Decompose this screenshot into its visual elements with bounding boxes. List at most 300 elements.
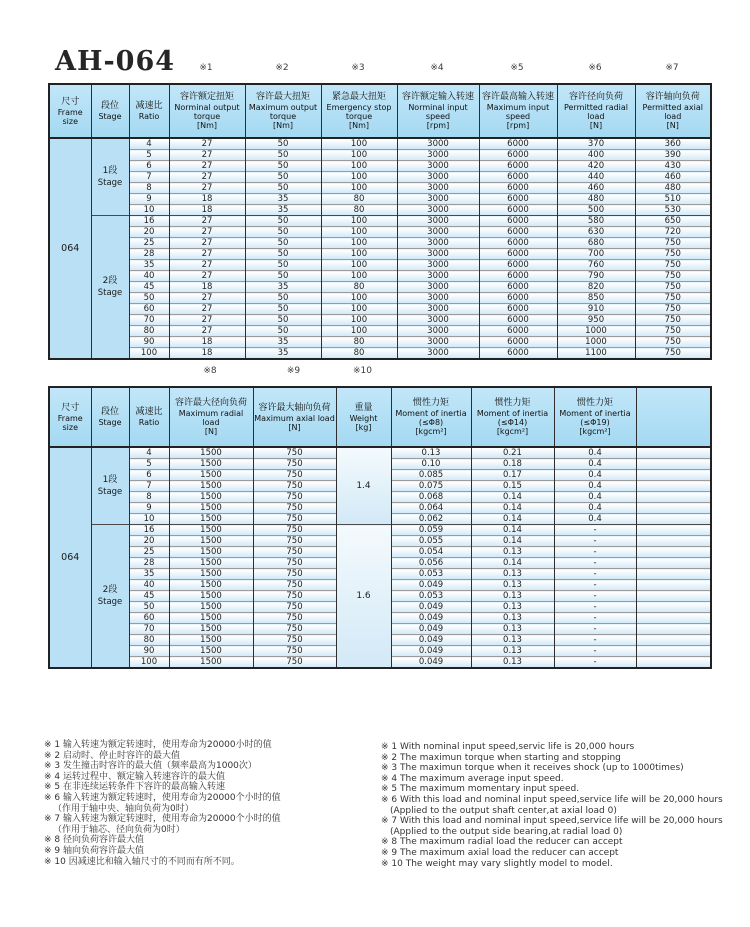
header-text-cn: 段位: [100, 407, 119, 417]
table-cell: [636, 624, 711, 635]
table-cell: 6000: [479, 150, 557, 161]
table-cell: 0.085: [391, 470, 471, 481]
table-cell: 390: [635, 150, 711, 161]
table-cell: 100: [321, 293, 397, 304]
ratio-cell: 40: [129, 271, 169, 282]
ratio-cell: 25: [129, 547, 169, 558]
table-cell: 1500: [169, 503, 253, 514]
table-cell: 500: [557, 205, 635, 216]
table-cell: 0.13: [471, 646, 554, 657]
table-cell: 100: [321, 304, 397, 315]
table-cell: 750: [253, 447, 336, 459]
table-cell: 27: [169, 161, 245, 172]
table-cell: 480: [557, 194, 635, 205]
table-cell: 50: [245, 315, 321, 326]
table-cell: 50: [245, 161, 321, 172]
ref-mark: ※8: [203, 366, 217, 376]
table-cell: 80: [321, 348, 397, 360]
footnote-line: ※ 6 输入转速为额定转速时，使用寿命为20000个小时的值: [44, 792, 281, 803]
table-cell: 0.13: [471, 602, 554, 613]
table-cell: 750: [635, 260, 711, 271]
header-text-cn: 容许最大轴向负荷: [258, 402, 331, 413]
table-cell: 1500: [169, 569, 253, 580]
table-cell: -: [554, 558, 636, 569]
table-cell: 510: [635, 194, 711, 205]
ref-spacer: [90, 365, 128, 378]
table-cell: 850: [557, 293, 635, 304]
table-cell: 50: [245, 304, 321, 315]
table-cell: 750: [253, 558, 336, 569]
header-text-cn: 惯性力矩: [494, 398, 531, 408]
table-cell: 100: [321, 315, 397, 326]
header-text-cn: 容许额定扭矩: [179, 92, 234, 102]
table-cell: 35: [245, 337, 321, 348]
table-cell: -: [554, 646, 636, 657]
table-cell: 35: [245, 348, 321, 360]
table-cell: 27: [169, 293, 245, 304]
ratio-cell: 25: [129, 238, 169, 249]
table-cell: [636, 591, 711, 602]
table-cell: 1500: [169, 481, 253, 492]
table-cell: 0.053: [391, 591, 471, 602]
ratio-cell: 80: [129, 326, 169, 337]
table-cell: [636, 635, 711, 646]
stage-cell: [91, 138, 129, 216]
table-cell: 0.21: [471, 447, 554, 459]
column-header: [91, 387, 129, 447]
header-text-en: Ratio: [138, 418, 160, 427]
footnote-line: ※ 1 With nominal input speed,servic life is 20,000 hours: [381, 742, 635, 752]
table-cell: 1500: [169, 657, 253, 669]
header-unit: [Nm]: [272, 121, 294, 130]
footnote-line: (Applied to the output shaft center,at axial load 0): [390, 805, 617, 816]
table-cell: 750: [253, 657, 336, 669]
header-text-en: Stage: [98, 418, 122, 427]
stage-label-cn: 2段: [102, 585, 118, 595]
table-cell: 6000: [479, 138, 557, 150]
column-header: [49, 387, 91, 447]
table-cell: 50: [245, 293, 321, 304]
footnote-line: （作用于轴中央、轴向负荷为0时）: [53, 803, 194, 814]
table-cell: 0.13: [391, 447, 471, 459]
table-cell: 35: [245, 205, 321, 216]
table-cell: 0.14: [471, 503, 554, 514]
table-cell: 750: [253, 492, 336, 503]
table-cell: 50: [245, 326, 321, 337]
table-cell: 750: [253, 569, 336, 580]
table-cell: 750: [253, 459, 336, 470]
table-cell: 100: [321, 326, 397, 337]
ratio-cell: 5: [129, 459, 169, 470]
header-text-cn: 容许最大扭矩: [255, 92, 310, 102]
table-cell: 750: [253, 470, 336, 481]
table-cell: 1500: [169, 459, 253, 470]
table-cell: 27: [169, 216, 245, 227]
table-cell: 27: [169, 249, 245, 260]
table-cell: 720: [635, 227, 711, 238]
table-cell: 100: [321, 249, 397, 260]
ratio-cell: 60: [129, 304, 169, 315]
table-cell: 100: [321, 260, 397, 271]
table-cell: -: [554, 613, 636, 624]
table-cell: 750: [253, 602, 336, 613]
table-cell: 420: [557, 161, 635, 172]
footnote-line: ※ 2 The maximun torque when starting and stopping: [381, 752, 621, 763]
table-cell: 750: [635, 326, 711, 337]
table-cell: 27: [169, 227, 245, 238]
table-cell: 3000: [397, 205, 479, 216]
column-header: [336, 387, 391, 447]
table-cell: [636, 602, 711, 613]
table-cell: [636, 558, 711, 569]
stage-label-en: Stage: [97, 597, 123, 607]
table-cell: 0.064: [391, 503, 471, 514]
table-cell: 80: [321, 282, 397, 293]
table-cell: 3000: [397, 326, 479, 337]
header-unit: [kg]: [355, 422, 372, 432]
table-cell: 50: [245, 183, 321, 194]
header-text-en: Norminal output torque: [174, 103, 240, 121]
header-text-en: Permitted radial load: [563, 103, 629, 121]
column-header: [245, 84, 321, 138]
table-cell: 0.059: [391, 525, 471, 536]
table-cell: 18: [169, 337, 245, 348]
table-cell: [636, 503, 711, 514]
table-cell: 3000: [397, 249, 479, 260]
table-cell: 35: [245, 282, 321, 293]
footnote-line: ※ 4 运转过程中、额定输入转速容许的最大值: [44, 771, 225, 782]
table-cell: [636, 569, 711, 580]
column-header: [49, 84, 91, 138]
table-cell: 360: [635, 138, 711, 150]
header-text-en: Maximum input speed: [486, 103, 550, 121]
ratio-cell: 50: [129, 602, 169, 613]
table-cell: [636, 525, 711, 536]
header-text-en: Frame size: [57, 107, 83, 126]
header-text-en: Weight: [349, 413, 378, 423]
page-title: AH-064: [55, 46, 176, 77]
table-cell: 0.056: [391, 558, 471, 569]
footnote-line: ※ 6 With this load and nominal input speed,service life will be 20,000 hours: [381, 794, 723, 805]
table-cell: 100: [321, 271, 397, 282]
table-cell: 790: [557, 271, 635, 282]
table-cell: 0.049: [391, 613, 471, 624]
ratio-cell: 8: [129, 492, 169, 503]
table-cell: 680: [557, 238, 635, 249]
table-cell: 460: [635, 172, 711, 183]
table-cell: 0.049: [391, 657, 471, 669]
header-text-cn: 减速比: [135, 101, 163, 111]
table2-spec-table: [48, 386, 712, 669]
header-text-cn: 容许径向负荷: [568, 92, 623, 102]
table-cell: 820: [557, 282, 635, 293]
header-text-cn: 减速比: [135, 407, 163, 417]
table-cell: 0.15: [471, 481, 554, 492]
footnotes-english: [381, 742, 731, 869]
table-cell: 0.4: [554, 447, 636, 459]
table-cell: [636, 481, 711, 492]
header-unit: [N]: [589, 121, 603, 130]
ratio-cell: 60: [129, 613, 169, 624]
column-header: [391, 387, 471, 447]
table-cell: 0.053: [391, 569, 471, 580]
ratio-cell: 50: [129, 293, 169, 304]
table-cell: 100: [321, 227, 397, 238]
header-text-cn: 容许最高输入转速: [481, 92, 554, 102]
table-cell: [636, 447, 711, 459]
stage-label-cn: 1段: [102, 475, 118, 485]
ratio-cell: 45: [129, 591, 169, 602]
ref-mark: ※4: [430, 63, 444, 73]
ratio-cell: 100: [129, 348, 169, 360]
table-cell: 100: [321, 216, 397, 227]
table-cell: 6000: [479, 337, 557, 348]
ratio-cell: 28: [129, 249, 169, 260]
table-cell: 0.17: [471, 470, 554, 481]
footnote-line: ※ 8 The maximum radial load the reducer can accept: [381, 837, 623, 848]
table-cell: -: [554, 635, 636, 646]
table-cell: -: [554, 536, 636, 547]
table-cell: 3000: [397, 161, 479, 172]
header-text-cn: 容许最大径向负荷: [174, 398, 247, 408]
ref-spacer: [48, 365, 90, 378]
ratio-cell: 90: [129, 646, 169, 657]
ref-mark: ※2: [275, 63, 289, 73]
frame-size-cell: 064: [49, 447, 91, 668]
table-cell: 0.13: [471, 613, 554, 624]
header-text-cn: 段位: [100, 101, 119, 111]
footnote-line: ※ 8 径向负荷容许最大值: [44, 835, 144, 846]
table-cell: 750: [253, 547, 336, 558]
ratio-cell: 28: [129, 558, 169, 569]
table-cell: 6000: [479, 304, 557, 315]
column-header: [554, 387, 636, 447]
table-cell: 950: [557, 315, 635, 326]
ref-mark: ※10: [353, 366, 372, 376]
table-cell: 750: [635, 304, 711, 315]
table-cell: 80: [321, 337, 397, 348]
table-cell: -: [554, 602, 636, 613]
table-cell: 750: [635, 315, 711, 326]
column-header: [129, 387, 169, 447]
ratio-cell: 35: [129, 260, 169, 271]
table-cell: 1500: [169, 613, 253, 624]
table-cell: 100: [321, 161, 397, 172]
footnote-line: ※ 10 因减速比和输入轴尺寸的不同而有所不同。: [44, 856, 240, 867]
table-cell: 6000: [479, 205, 557, 216]
ref-spacer: [635, 365, 710, 378]
table-cell: 750: [635, 238, 711, 249]
table-cell: 0.13: [471, 657, 554, 669]
table-cell: 1500: [169, 635, 253, 646]
table-cell: [636, 646, 711, 657]
table-cell: 6000: [479, 282, 557, 293]
ref-mark: ※3: [351, 63, 365, 73]
table-cell: 27: [169, 260, 245, 271]
ratio-cell: 9: [129, 194, 169, 205]
table-cell: 750: [253, 591, 336, 602]
ref-spacer: [90, 62, 128, 75]
header-text-en: Ratio: [138, 112, 160, 121]
table-cell: 27: [169, 183, 245, 194]
header-text-cn: 容许轴向负荷: [645, 92, 700, 102]
ratio-cell: 90: [129, 337, 169, 348]
table-cell: [636, 657, 711, 669]
table-cell: 6000: [479, 161, 557, 172]
ratio-cell: 9: [129, 503, 169, 514]
table-cell: 50: [245, 138, 321, 150]
table-cell: 3000: [397, 194, 479, 205]
table-cell: 6000: [479, 183, 557, 194]
table-cell: 27: [169, 271, 245, 282]
ref-spacer: [553, 365, 635, 378]
table-cell: 6000: [479, 172, 557, 183]
table-cell: 27: [169, 138, 245, 150]
table-cell: 3000: [397, 150, 479, 161]
table-cell: 6000: [479, 326, 557, 337]
table-cell: 460: [557, 183, 635, 194]
table-cell: 27: [169, 172, 245, 183]
table-cell: [636, 536, 711, 547]
table-cell: 3000: [397, 227, 479, 238]
ref-spacer: [390, 365, 470, 378]
column-header: [636, 387, 711, 447]
footnote-line: ※ 7 With this load and nominal input speed,service life will be 20,000 hours: [381, 816, 723, 827]
table-cell: 6000: [479, 238, 557, 249]
table-cell: 50: [245, 216, 321, 227]
footnote-line: ※ 2 启动时、停止时容许的最大值: [44, 750, 180, 761]
table-cell: 750: [253, 525, 336, 536]
table-cell: 0.18: [471, 459, 554, 470]
frame-size-cell: 064: [49, 138, 91, 359]
table-cell: 750: [253, 481, 336, 492]
table-cell: 1500: [169, 602, 253, 613]
table-cell: 750: [635, 271, 711, 282]
column-header: [557, 84, 635, 138]
table1-block: [48, 62, 712, 360]
table-cell: 3000: [397, 183, 479, 194]
header-text-en: Moment of inertia (≤Φ8): [395, 409, 467, 427]
table-cell: 0.14: [471, 536, 554, 547]
table-cell: 27: [169, 238, 245, 249]
header-unit: [N]: [288, 422, 301, 432]
table-cell: [636, 470, 711, 481]
table-cell: 630: [557, 227, 635, 238]
footnote-line: ※ 5 在非连续运转条件下容许的最高输入转速: [44, 782, 225, 793]
ratio-cell: 35: [129, 569, 169, 580]
table-cell: 50: [245, 227, 321, 238]
header-unit: [kgcm²]: [496, 427, 529, 436]
header-unit: [Nm]: [196, 121, 218, 130]
table-cell: 18: [169, 205, 245, 216]
table-cell: 0.14: [471, 558, 554, 569]
header-text-cn: 惯性力矩: [412, 398, 449, 408]
table-cell: 0.049: [391, 602, 471, 613]
table2-ref-marks: [48, 365, 712, 378]
column-header: [129, 84, 169, 138]
footnote-line: ※ 7 输入转速为额定转速时，使用寿命为20000个小时的值: [44, 814, 281, 825]
table-cell: 0.049: [391, 580, 471, 591]
weight-cell: 1.6: [336, 525, 391, 669]
table-cell: 3000: [397, 260, 479, 271]
header-text-en: Maximum radial load: [178, 409, 244, 427]
header-text-en: Moment of inertia (≤Φ14): [476, 409, 549, 427]
header-text-cn: 惯性力矩: [576, 398, 613, 408]
table-cell: 0.4: [554, 459, 636, 470]
ratio-cell: 10: [129, 514, 169, 525]
header-text-cn: 重量: [354, 402, 373, 413]
table-cell: 650: [635, 216, 711, 227]
header-text-en: Maximum output torque: [248, 103, 318, 121]
table-cell: 370: [557, 138, 635, 150]
table-cell: 1000: [557, 326, 635, 337]
footnote-line: ※ 1 输入转速为额定转速时，使用寿命为20000小时的值: [44, 740, 272, 750]
footnote-line: ※ 10 The weight may vary slightly model to model.: [381, 858, 613, 869]
table-cell: 6000: [479, 260, 557, 271]
footnote-line: ※ 9 The maximum axial load the reducer can accept: [381, 847, 619, 858]
table-cell: 1500: [169, 525, 253, 536]
table-cell: 27: [169, 304, 245, 315]
stage-cell: [91, 447, 129, 525]
ref-spacer: [128, 62, 168, 75]
table-cell: 3000: [397, 271, 479, 282]
table-cell: 50: [245, 271, 321, 282]
table-cell: 0.049: [391, 646, 471, 657]
table-cell: 480: [635, 183, 711, 194]
table-cell: 80: [321, 205, 397, 216]
header-text-en: Norminal input speed: [408, 103, 468, 121]
ratio-cell: 16: [129, 525, 169, 536]
ratio-cell: 70: [129, 315, 169, 326]
header-unit: [kgcm²]: [415, 427, 447, 436]
header-unit: [N]: [666, 121, 679, 130]
table-cell: 750: [253, 536, 336, 547]
column-header: [253, 387, 336, 447]
table-cell: 18: [169, 282, 245, 293]
table-cell: 1500: [169, 646, 253, 657]
table-cell: 50: [245, 150, 321, 161]
footnote-line: (Applied to the output side bearing,at radial load 0): [390, 826, 623, 837]
footnote-line: （作用于轴芯、径向负荷为0时）: [53, 824, 185, 835]
header-text-en: Frame size: [57, 413, 83, 432]
weight-cell: 1.4: [336, 447, 391, 525]
table-cell: 750: [253, 514, 336, 525]
table-cell: 3000: [397, 238, 479, 249]
table-cell: 3000: [397, 293, 479, 304]
stage-label-cn: 2段: [102, 276, 118, 286]
ratio-cell: 7: [129, 481, 169, 492]
ratio-cell: 6: [129, 470, 169, 481]
header-text-en: Maximum axial load: [254, 413, 335, 423]
table-cell: 100: [321, 138, 397, 150]
table-cell: 0.14: [471, 525, 554, 536]
table-cell: 0.13: [471, 580, 554, 591]
table-cell: [636, 547, 711, 558]
table-cell: 3000: [397, 282, 479, 293]
table-cell: 0.13: [471, 635, 554, 646]
header-unit: [rpm]: [426, 121, 450, 130]
table-cell: 3000: [397, 348, 479, 360]
header-unit: [Nm]: [348, 121, 370, 130]
stage-cell: [91, 525, 129, 669]
table-cell: [636, 492, 711, 503]
table-cell: 750: [253, 624, 336, 635]
footnote-line: ※ 3 发生撞击时容许的最大值（频率最高为1000次）: [44, 761, 257, 772]
table-cell: 50: [245, 172, 321, 183]
header-text-en: Permitted axial load: [642, 103, 703, 121]
header-text-en: Emergency stop torque: [326, 103, 392, 121]
table-cell: 0.049: [391, 635, 471, 646]
